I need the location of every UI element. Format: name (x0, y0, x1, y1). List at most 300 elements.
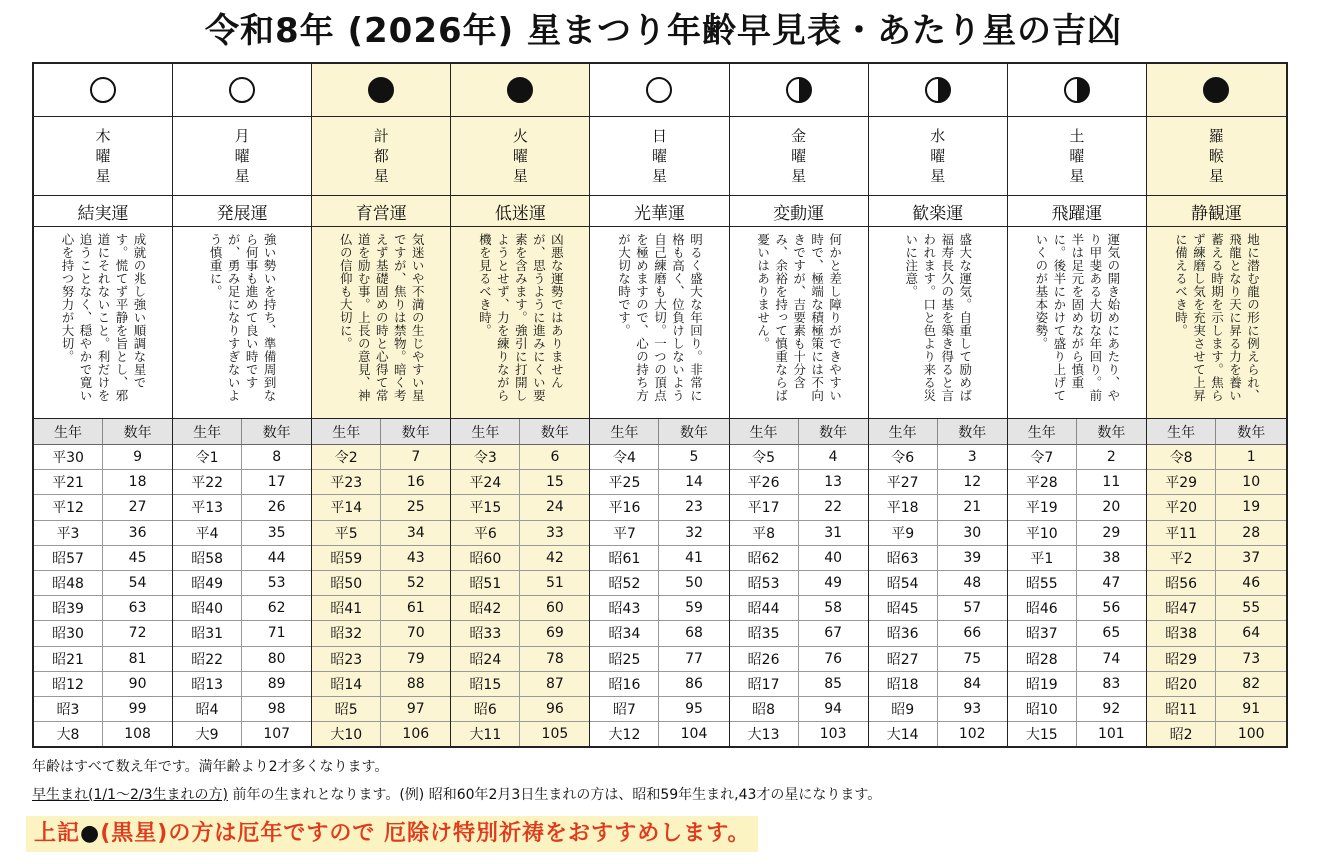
birth-year-cell: 平22 (173, 470, 242, 494)
age-cell: 1 (1246, 449, 1256, 466)
birth-year-cell: 昭10 (1008, 697, 1077, 721)
black-circle-icon (1203, 77, 1229, 103)
age-cell: 59 (685, 600, 703, 617)
white-circle-icon (90, 77, 116, 103)
table-row (34, 596, 172, 621)
age-cell: 83 (1102, 675, 1121, 692)
table-row (312, 621, 450, 646)
header-age: 数年 (401, 424, 430, 441)
fortune-description (1147, 227, 1286, 419)
age-cell: 88 (406, 675, 425, 692)
table-row (1147, 470, 1286, 495)
birth-year-cell: 昭54 (869, 571, 938, 595)
birth-year-cell: 平9 (869, 521, 938, 545)
birth-year-cell: 大15 (1008, 722, 1077, 746)
age-cell: 65 (1102, 625, 1121, 642)
birth-year-cell: 昭46 (1008, 596, 1077, 620)
table-row (1008, 495, 1146, 520)
birth-year-cell: 大13 (730, 722, 799, 746)
table-row (1008, 571, 1146, 596)
age-cell: 15 (545, 474, 564, 491)
banner-text: (黒星)の方は厄年ですので 厄除け特別祈祷をおすすめします。 (100, 821, 751, 846)
fortune-description (451, 227, 589, 419)
age-cell: 6 (550, 449, 560, 466)
birth-year-cell: 昭3 (34, 697, 103, 721)
birth-year-cell: 昭50 (312, 571, 381, 595)
header-birth-year: 生年 (173, 419, 242, 444)
age-cell: 84 (963, 675, 982, 692)
age-cell: 27 (128, 499, 147, 516)
birth-year-cell: 昭6 (451, 697, 520, 721)
star-name-char: 星 (234, 167, 250, 185)
star-name-char: 羅 (1208, 127, 1224, 145)
birth-year-cell: 令3 (451, 445, 520, 469)
age-cell: 101 (1097, 726, 1125, 743)
white-circle-icon (229, 77, 255, 103)
age-cell: 73 (1242, 650, 1261, 667)
birth-year-cell: 平30 (34, 445, 103, 469)
star-name-char: 星 (651, 167, 667, 185)
birth-year-cell: 昭11 (1147, 697, 1217, 721)
age-cell: 21 (963, 499, 982, 516)
age-cell: 75 (963, 650, 982, 667)
birth-year-cell: 昭53 (730, 571, 799, 595)
age-cell: 108 (124, 726, 151, 743)
fortune-label: 歓楽運 (869, 196, 1007, 227)
age-table-header (590, 419, 728, 445)
age-cell: 94 (824, 700, 843, 717)
birth-year-cell: 令8 (1147, 445, 1217, 469)
age-cell: 46 (1242, 575, 1261, 592)
birth-year-cell: 昭33 (451, 621, 520, 645)
star-name-char: 曜 (234, 147, 250, 165)
birth-year-cell: 昭19 (1008, 672, 1077, 696)
table-row (1147, 672, 1286, 697)
star-name-char: 曜 (791, 147, 807, 165)
birth-year-cell: 平26 (730, 470, 799, 494)
birth-year-cell: 昭45 (869, 596, 938, 620)
age-cell: 64 (1242, 625, 1261, 642)
table-row (869, 521, 1007, 546)
birth-year-cell: 平3 (34, 521, 103, 545)
age-cell: 107 (263, 726, 291, 743)
birth-year-cell: 平28 (1008, 470, 1077, 494)
fortune-description (590, 227, 728, 419)
birth-year-cell: 昭56 (1147, 571, 1217, 595)
birth-year-cell: 昭28 (1008, 647, 1077, 671)
star-name (173, 117, 311, 196)
birth-year-cell: 令2 (312, 445, 381, 469)
table-row (34, 470, 172, 495)
header-birth-year: 生年 (730, 419, 799, 444)
table-row (451, 546, 589, 571)
age-cell: 38 (1102, 549, 1121, 566)
header-age: 数年 (1237, 424, 1266, 441)
table-row (869, 697, 1007, 722)
table-row (590, 621, 728, 646)
birth-year-cell: 昭12 (34, 672, 103, 696)
birth-year-cell: 平4 (173, 521, 242, 545)
table-row (312, 571, 450, 596)
table-row (173, 722, 311, 746)
table-row (1147, 445, 1286, 470)
birth-year-cell: 昭8 (730, 697, 799, 721)
age-cell: 79 (406, 650, 425, 667)
table-row (730, 495, 868, 520)
table-row (590, 596, 728, 621)
fortune-table (32, 62, 1288, 748)
age-cell: 39 (963, 549, 982, 566)
birth-year-cell: 平18 (869, 495, 938, 519)
age-cell: 48 (963, 575, 982, 592)
birth-year-cell: 令4 (590, 445, 659, 469)
table-row (451, 722, 589, 746)
star-name (730, 117, 868, 196)
table-row (451, 621, 589, 646)
birth-year-cell: 昭24 (451, 647, 520, 671)
star-name-char: 星 (930, 167, 946, 185)
star-name-char: 星 (791, 167, 807, 185)
birth-year-cell: 昭44 (730, 596, 799, 620)
age-cell: 61 (406, 600, 425, 617)
table-row (869, 546, 1007, 571)
table-row (1008, 470, 1146, 495)
birth-year-cell: 昭20 (1147, 672, 1217, 696)
table-row (730, 722, 868, 746)
birth-year-cell: 昭39 (34, 596, 103, 620)
star-name (590, 117, 728, 196)
table-row (451, 521, 589, 546)
symbol-cell (869, 64, 1007, 117)
age-table-header (34, 419, 172, 445)
birth-year-cell: 平15 (451, 495, 520, 519)
table-row (34, 647, 172, 672)
age-table-header (730, 419, 868, 445)
age-cell: 92 (1102, 700, 1121, 717)
fortune-description-text: 凶悪な運勢ではありませんが、思うように進みにくい要素を含みます。強引に打開しようとせず、力を練りながら機を見るべき時。 (477, 233, 565, 402)
birth-year-cell: 昭36 (869, 621, 938, 645)
header-birth-year: 生年 (1008, 419, 1077, 444)
age-cell: 87 (545, 675, 564, 692)
birth-year-cell: 昭52 (590, 571, 659, 595)
age-cell: 26 (267, 499, 286, 516)
age-cell: 78 (545, 650, 564, 667)
age-cell: 28 (1242, 524, 1261, 541)
age-cell: 7 (411, 449, 421, 466)
black-circle-icon (368, 77, 394, 103)
age-cell: 63 (128, 600, 147, 617)
header-birth-year: 生年 (451, 419, 520, 444)
star-column (730, 64, 869, 746)
table-row (590, 672, 728, 697)
birth-year-cell: 平20 (1147, 495, 1217, 519)
age-cell: 104 (680, 726, 708, 743)
star-name (1147, 117, 1286, 196)
table-row (34, 697, 172, 722)
age-cell: 56 (1102, 600, 1121, 617)
star-name-char: 睺 (1208, 147, 1224, 165)
table-row (869, 672, 1007, 697)
age-cell: 74 (1102, 650, 1121, 667)
fortune-label: 変動運 (730, 196, 868, 227)
table-row (173, 445, 311, 470)
birth-year-cell: 平1 (1008, 546, 1077, 570)
table-row (730, 521, 868, 546)
age-cell: 54 (128, 575, 147, 592)
birth-year-cell: 昭31 (173, 621, 242, 645)
header-age: 数年 (819, 424, 848, 441)
birth-year-cell: 昭9 (869, 697, 938, 721)
table-row (1008, 697, 1146, 722)
table-row (451, 571, 589, 596)
age-cell: 2 (1106, 449, 1116, 466)
birth-year-cell: 昭42 (451, 596, 520, 620)
table-row (1008, 546, 1146, 571)
birth-year-cell: 昭25 (590, 647, 659, 671)
age-cell: 18 (128, 474, 147, 491)
age-cell: 55 (1242, 600, 1261, 617)
fortune-label: 飛躍運 (1008, 196, 1146, 227)
age-cell: 51 (545, 575, 564, 592)
star-name-char: 土 (1069, 127, 1085, 145)
table-row (1147, 596, 1286, 621)
birth-year-cell: 平2 (1147, 546, 1217, 570)
fortune-label: 育営運 (312, 196, 450, 227)
birth-year-cell: 昭41 (312, 596, 381, 620)
table-row (173, 521, 311, 546)
fortune-description (173, 227, 311, 419)
header-age: 数年 (680, 424, 709, 441)
table-row (173, 470, 311, 495)
fortune-label: 静観運 (1147, 196, 1286, 227)
birth-year-cell: 昭30 (34, 621, 103, 645)
birth-year-cell: 平24 (451, 470, 520, 494)
table-row (590, 571, 728, 596)
star-name-char: 曜 (930, 147, 946, 165)
star-name-char: 星 (1069, 167, 1085, 185)
table-row (451, 495, 589, 520)
age-cell: 85 (824, 675, 843, 692)
table-row (173, 647, 311, 672)
table-row (34, 546, 172, 571)
half-circle-icon (786, 77, 812, 103)
birth-year-cell: 大10 (312, 722, 381, 746)
birth-year-cell: 昭57 (34, 546, 103, 570)
birth-year-cell: 昭35 (730, 621, 799, 645)
fortune-description-text: 明るく盛大な年回り。非常に格も高く、位負けしないよう自己練磨も大切。一つの頂点を極めますので、心の持ち方が大切な時です。 (616, 233, 704, 402)
age-cell: 34 (406, 524, 425, 541)
age-cell: 97 (406, 700, 425, 717)
star-name-char: 星 (373, 167, 389, 185)
birth-year-cell: 令7 (1008, 445, 1077, 469)
fortune-description-text: 地に潜む龍の形に例えられ、飛龍となり天に昇る力を養い蓄える時期を示します。焦らず練磨し気を充実させて上昇に備えるべき時。 (1173, 233, 1261, 402)
age-cell: 47 (1102, 575, 1121, 592)
birth-year-cell: 昭17 (730, 672, 799, 696)
birth-year-cell: 大11 (451, 722, 520, 746)
age-cell: 25 (406, 499, 425, 516)
table-row (312, 697, 450, 722)
birth-year-cell: 大12 (590, 722, 659, 746)
age-cell: 52 (406, 575, 425, 592)
table-row (451, 445, 589, 470)
table-row (312, 445, 450, 470)
age-cell: 105 (541, 726, 569, 743)
table-row (869, 470, 1007, 495)
birth-year-cell: 昭13 (173, 672, 242, 696)
birth-year-cell: 昭47 (1147, 596, 1217, 620)
age-table-header (1147, 419, 1286, 445)
age-cell: 76 (824, 650, 843, 667)
birth-year-cell: 平16 (590, 495, 659, 519)
table-row (730, 445, 868, 470)
age-cell: 77 (685, 650, 703, 667)
age-cell: 57 (963, 600, 982, 617)
table-row (1147, 722, 1286, 746)
table-row (869, 495, 1007, 520)
header-age: 数年 (1097, 424, 1126, 441)
birth-year-cell: 令5 (730, 445, 799, 469)
symbol-cell (1147, 64, 1286, 117)
table-row (1147, 546, 1286, 571)
birth-year-cell: 昭37 (1008, 621, 1077, 645)
table-row (1147, 521, 1286, 546)
table-row (34, 621, 172, 646)
table-row (590, 647, 728, 672)
yakudoshi-banner (26, 816, 758, 852)
age-cell: 66 (963, 625, 982, 642)
birth-year-cell: 昭18 (869, 672, 938, 696)
age-cell: 30 (963, 524, 982, 541)
age-cell: 99 (128, 700, 147, 717)
age-cell: 67 (824, 625, 843, 642)
star-name-char: 火 (512, 127, 528, 145)
table-row (451, 596, 589, 621)
white-circle-icon (646, 77, 672, 103)
age-cell: 68 (685, 625, 703, 642)
fortune-description (1008, 227, 1146, 419)
birth-year-cell: 大9 (173, 722, 242, 746)
table-row (1147, 621, 1286, 646)
age-cell: 91 (1242, 700, 1261, 717)
fortune-label: 光華運 (590, 196, 728, 227)
star-name-char: 計 (373, 127, 389, 145)
age-cell: 36 (128, 524, 147, 541)
age-cell: 12 (963, 474, 982, 491)
age-cell: 5 (689, 449, 699, 466)
birth-year-cell: 平11 (1147, 521, 1217, 545)
star-column (1008, 64, 1147, 746)
birth-year-cell: 昭16 (590, 672, 659, 696)
table-row (312, 521, 450, 546)
age-cell: 60 (545, 600, 564, 617)
table-row (34, 571, 172, 596)
age-cell: 82 (1242, 675, 1261, 692)
table-row (451, 672, 589, 697)
star-name (451, 117, 589, 196)
birth-year-cell: 平27 (869, 470, 938, 494)
age-cell: 93 (963, 700, 982, 717)
age-cell: 43 (406, 549, 425, 566)
birth-year-cell: 平12 (34, 495, 103, 519)
star-name-char: 星 (1208, 167, 1224, 185)
fortune-label: 発展運 (173, 196, 311, 227)
table-row (1008, 621, 1146, 646)
age-table-header (173, 419, 311, 445)
star-name-char: 星 (512, 167, 528, 185)
header-birth-year: 生年 (1147, 419, 1217, 444)
fortune-description-text: 盛大な運気。自重して励めば福寿長久の基を築き得ると言われます。口と色より来る災いに注意。 (903, 233, 973, 402)
birth-year-cell: 平19 (1008, 495, 1077, 519)
symbol-cell (173, 64, 311, 117)
star-column (590, 64, 729, 746)
star-name (312, 117, 450, 196)
birth-year-cell: 平14 (312, 495, 381, 519)
table-row (730, 596, 868, 621)
symbol-cell (1008, 64, 1146, 117)
age-cell: 86 (685, 675, 703, 692)
birth-year-cell: 昭61 (590, 546, 659, 570)
table-row (451, 697, 589, 722)
age-cell: 24 (545, 499, 564, 516)
star-name (1008, 117, 1146, 196)
table-row (1008, 596, 1146, 621)
age-cell: 32 (685, 524, 703, 541)
age-cell: 16 (406, 474, 425, 491)
birth-year-cell: 昭60 (451, 546, 520, 570)
birth-year-cell: 平25 (590, 470, 659, 494)
age-cell: 90 (128, 675, 147, 692)
star-name-char: 木 (95, 127, 111, 145)
birth-year-cell: 昭2 (1147, 722, 1217, 746)
table-row (1008, 672, 1146, 697)
symbol-cell (730, 64, 868, 117)
table-row (1147, 647, 1286, 672)
birth-year-cell: 昭21 (34, 647, 103, 671)
star-column (173, 64, 312, 746)
header-age: 数年 (123, 424, 152, 441)
age-table-header (869, 419, 1007, 445)
birth-year-cell: 昭4 (173, 697, 242, 721)
age-cell: 98 (267, 700, 286, 717)
birth-year-cell: 昭48 (34, 571, 103, 595)
fortune-description (730, 227, 868, 419)
age-cell: 96 (545, 700, 564, 717)
header-birth-year: 生年 (590, 419, 659, 444)
birth-year-cell: 昭15 (451, 672, 520, 696)
header-age: 数年 (540, 424, 569, 441)
birth-year-cell: 平23 (312, 470, 381, 494)
table-row (34, 521, 172, 546)
table-row (1147, 571, 1286, 596)
age-cell: 13 (824, 474, 843, 491)
fortune-description-text: 運気の開き始めにあたり、やり甲斐ある大切な年回り。前半は足元を固めながら慎重に。後半にかけて盛り上げていくのが基本姿勢。 (1033, 233, 1121, 402)
age-cell: 9 (133, 449, 143, 466)
age-cell: 11 (1102, 474, 1121, 491)
age-table-header (1008, 419, 1146, 445)
fortune-description (34, 227, 172, 419)
table-row (312, 596, 450, 621)
star-column (312, 64, 451, 746)
table-row (590, 445, 728, 470)
table-row (451, 470, 589, 495)
age-cell: 80 (267, 650, 286, 667)
header-age: 数年 (262, 424, 291, 441)
table-row (312, 647, 450, 672)
age-cell: 70 (406, 625, 425, 642)
birth-year-cell: 昭14 (312, 672, 381, 696)
age-cell: 71 (267, 625, 286, 642)
star-column (451, 64, 590, 746)
